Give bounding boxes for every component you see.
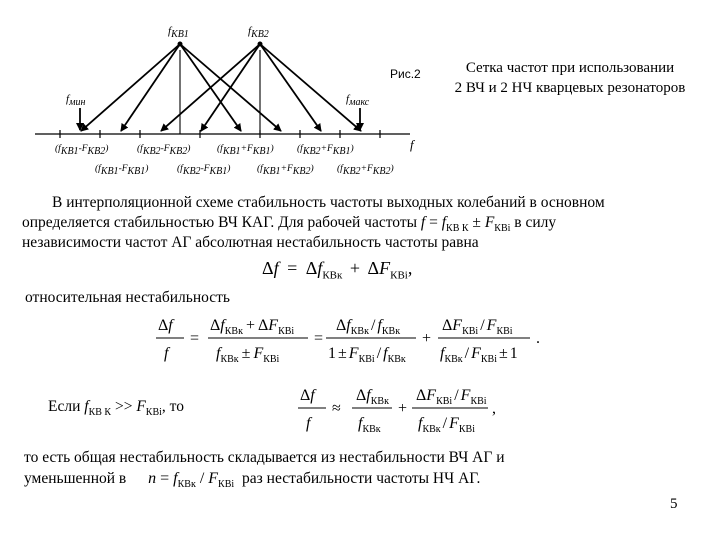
label-kv1-plus-f1: $(f_{КВ1}+F_{КВ1})$	[217, 144, 274, 157]
formula-relative-instability	[150, 308, 550, 368]
svg-text:f: f	[164, 345, 169, 362]
svg-text:f: f	[306, 415, 311, 432]
kv1-node	[178, 42, 183, 47]
figure-label: Рис.2	[390, 67, 421, 81]
svg-text:ΔfКВк: $\Delta f_{КВк}$	[356, 387, 389, 407]
svg-text:=: =	[190, 330, 200, 347]
fmin-label	[66, 93, 85, 108]
svg-text:Δf: Δf	[158, 317, 173, 334]
label-kv2-minus-f1: $(f_{КВ2}-F_{КВ1})$	[177, 164, 231, 177]
fmin-sub: мин	[69, 97, 86, 109]
condition-text: Если $f_{КВ К} >> F_{КВi}$, то	[48, 398, 184, 419]
paragraph-line-2: определяется стабильностью ВЧ КАГ. Для рабочей частоты $f = f_{КВ К} \pm F_{КВi}$ в силу	[22, 214, 557, 235]
label-kv2-plus-f2: $(f_{КВ2}+F_{КВ2})$	[337, 164, 394, 177]
svg-text:ΔfКВк/fКВк: $\Delta f_{КВк} / f_{КВк}$	[336, 317, 401, 337]
formula-approximation	[292, 378, 502, 438]
svg-text:=: =	[314, 330, 324, 347]
label-kv2-plus-f1: $(f_{КВ2}+F_{КВ1})$	[297, 144, 354, 157]
svg-text:fКВк: $f_{КВк}$	[358, 415, 381, 435]
svg-text:fКВк±FКВi: $f_{КВк} \pm F_{КВi}$	[216, 345, 280, 365]
label-kv2-minus-f2: $(f_{КВ2}-F_{КВ2})$	[137, 144, 191, 157]
label-kv1-plus-f2: $(f_{КВ1}+F_{КВ2})$	[257, 164, 314, 177]
fmax-sub: макс	[349, 97, 370, 109]
paragraph-line-3: независимости частот АГ абсолютная нестабильность частоты равна	[22, 234, 479, 251]
fmin-symbol: f	[66, 93, 70, 105]
svg-text:≈: ≈	[332, 400, 341, 417]
kv2-sub: КВ2	[251, 29, 269, 41]
figure-caption	[425, 58, 715, 98]
fmax-label	[346, 93, 369, 108]
svg-text:1±FКВi/fКВк: $1 \pm F_{КВi} / f_{КВк}$	[328, 345, 406, 365]
svg-text:+: +	[422, 330, 432, 347]
svg-text:.: .	[536, 330, 540, 347]
conclusion-line-2: уменьшенной в $n = f_{КВк} / F_{КВi}$ раз нестабильности частоты НЧ АГ.	[24, 469, 480, 495]
paragraph-line-1: В интерполяционной схеме стабильность частоты выходных колебаний в основном	[52, 194, 605, 211]
kv2-symbol: f	[248, 25, 252, 37]
svg-text:fКВк/FКВi±1: $f_{КВк} / F_{КВi} \pm 1$	[440, 345, 518, 365]
relative-instability-label: относительная нестабильность	[25, 289, 230, 306]
svg-text:fКВк/FКВi: $f_{КВк} / F_{КВi}$	[418, 415, 476, 435]
svg-text:ΔFКВi/FКВi: $\Delta F_{КВi} / F_{КВi}$	[416, 387, 487, 407]
caption-line-2: 2 ВЧ и 2 НЧ кварцевых резонаторов	[454, 80, 686, 96]
conclusion-line-1: то есть общая нестабильность складывается из нестабильности ВЧ АГ и	[24, 449, 505, 466]
svg-text:ΔFКВi/FКВi: $\Delta F_{КВi} / F_{КВi}$	[442, 317, 513, 337]
page-number: 5	[670, 496, 678, 512]
svg-text:+: +	[398, 400, 408, 417]
fmax-symbol: f	[346, 93, 350, 105]
inline-formula-n: $n = f_{КВк} / F_{КВi}$	[148, 470, 235, 491]
kv1-symbol: f	[168, 25, 172, 37]
caption-line-1: Сетка частот при использовании	[465, 60, 675, 76]
kv1-label	[168, 25, 189, 40]
kv2-label	[248, 25, 269, 40]
axis-label-f: f	[410, 137, 414, 152]
kv2-node	[258, 42, 263, 47]
label-kv1-minus-f1: $(f_{КВ1}-F_{КВ1})$	[95, 164, 149, 177]
svg-text:Δf: Δf	[300, 387, 315, 404]
svg-text:ΔfКВк+ΔFКВi: $\Delta f_{КВк} + \Delta F_{КВi}$	[210, 317, 295, 337]
formula-absolute-instability: $\Delta f = \Delta f_{КВк} + \Delta F_{КВi}$,	[262, 258, 413, 282]
kv1-sub: КВ1	[171, 29, 189, 41]
label-kv1-minus-f2: $(f_{КВ1}-F_{КВ2})$	[55, 144, 109, 157]
svg-text:,: ,	[492, 400, 496, 417]
kv2-combination-arrows	[161, 44, 361, 131]
